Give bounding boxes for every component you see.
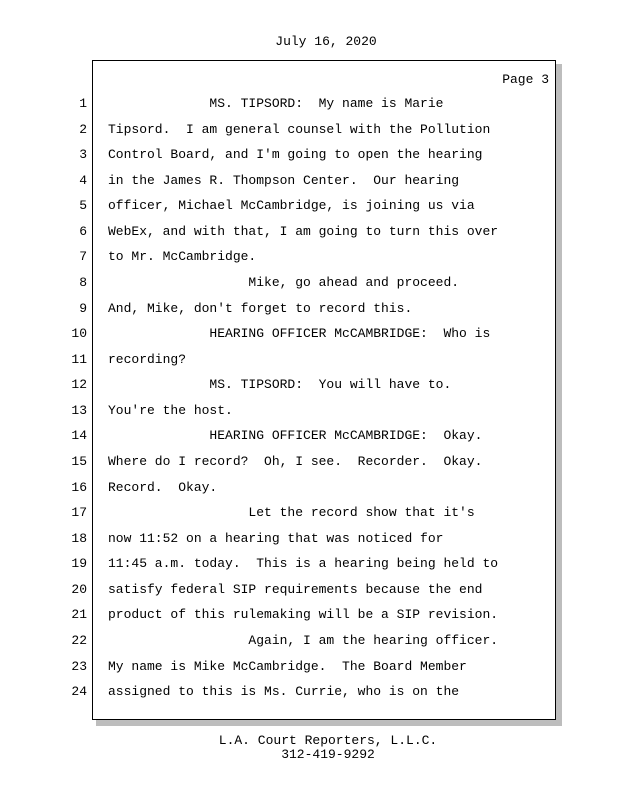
line-text: Control Board, and I'm going to open the hearing <box>108 147 483 163</box>
line-text: Let the record show that it's <box>108 505 475 521</box>
line-text: assigned to this is Ms. Currie, who is on the <box>108 684 460 700</box>
line-number: 4 <box>79 172 87 188</box>
line-number: 1 <box>79 96 87 111</box>
line-text: You're the host. <box>108 402 233 418</box>
line-text: recording? <box>108 351 187 367</box>
line-text: And, Mike, don't forget to record this. <box>108 300 413 316</box>
line-number: 3 <box>79 147 87 163</box>
line-number: 5 <box>79 198 87 214</box>
page-number: Page 3 <box>502 72 549 87</box>
line-number: 6 <box>79 223 87 239</box>
transcript-page <box>71 60 556 720</box>
line-number: 16 <box>71 479 87 495</box>
line-text: HEARING OFFICER McCAMBRIDGE: Okay. <box>108 428 483 444</box>
line-text: MS. TIPSORD: You will have to. <box>108 377 452 393</box>
line-text: 11:45 a.m. today. This is a hearing being held to <box>108 556 499 572</box>
line-number: 15 <box>71 453 87 469</box>
line-number: 19 <box>71 556 87 572</box>
line-number: 13 <box>71 402 87 418</box>
line-number: 2 <box>79 121 87 137</box>
line-text: Mike, go ahead and proceed. <box>108 274 460 290</box>
line-text: MS. TIPSORD: My name is Marie <box>108 96 444 111</box>
line-text: Again, I am the hearing officer. <box>108 632 499 648</box>
line-text: to Mr. McCambridge. <box>108 249 257 265</box>
line-text: in the James R. Thompson Center. Our hearing <box>108 172 460 188</box>
line-text: satisfy federal SIP requirements because the end <box>108 581 483 597</box>
line-text: Record. Okay. <box>108 479 218 495</box>
line-number: 17 <box>71 505 87 521</box>
line-text: HEARING OFFICER McCAMBRIDGE: Who is <box>108 326 491 342</box>
line-number: 7 <box>79 249 87 265</box>
line-number: 8 <box>79 274 87 290</box>
line-number: 24 <box>71 684 87 700</box>
line-text: Tipsord. I am general counsel with the Pollution <box>108 121 491 137</box>
footer-company: L.A. Court Reporters, L.L.C. <box>218 733 438 748</box>
line-text: My name is Mike McCambridge. The Board Member <box>108 658 467 674</box>
line-number: 11 <box>71 351 87 367</box>
line-number: 18 <box>71 530 87 546</box>
line-number: 22 <box>71 632 87 648</box>
line-number: 20 <box>71 581 87 597</box>
line-text: now 11:52 on a hearing that was noticed for <box>108 530 444 546</box>
line-text: Where do I record? Oh, I see. Recorder. Okay. <box>108 453 483 469</box>
transcript-date: July 16, 2020 <box>275 34 377 49</box>
line-text: officer, Michael McCambridge, is joining us via <box>108 198 475 214</box>
line-number: 14 <box>71 428 87 444</box>
line-number: 21 <box>71 607 87 623</box>
line-number: 10 <box>71 326 87 342</box>
line-text: WebEx, and with that, I am going to turn this over <box>108 223 499 239</box>
footer-phone: 312-419-9292 <box>281 747 375 762</box>
line-number: 12 <box>71 377 87 393</box>
line-number: 23 <box>71 658 87 674</box>
line-text: product of this rulemaking will be a SIP revision. <box>108 607 499 623</box>
line-number: 9 <box>79 300 87 316</box>
